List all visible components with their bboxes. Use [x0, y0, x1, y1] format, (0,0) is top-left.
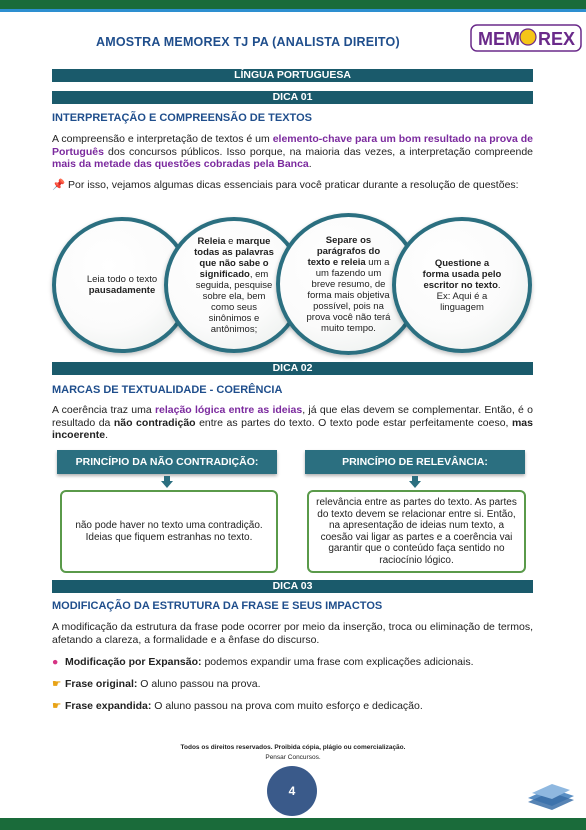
tips-circles	[52, 213, 533, 356]
tip-circle-3: Separe os parágrafos do texto e releia um a um fazendo um breve resumo, de forma mais objetiva possível, pois na prova você não terá muito tempo.	[276, 213, 421, 355]
bullet-expansion: ● Modificação por Expansão: podemos expandir uma frase com explicações adicionais.	[52, 656, 474, 668]
dica-02-band: DICA 02	[52, 362, 533, 375]
bottom-border-bar	[0, 818, 586, 830]
principle-non-contradiction-content: não pode haver no texto uma contradição. Ideias que fiquem estranhas no texto.	[60, 490, 278, 573]
stacked-books-icon	[524, 776, 578, 812]
dica-01-band: DICA 01	[52, 91, 533, 104]
page-header-title: AMOSTRA MEMOREX TJ PA (ANALISTA DIREITO)	[96, 35, 400, 49]
principle-relevance-content: relevância entre as partes do texto. As partes do texto devem se relacionar entre si. Então, na apresentação de ideias num texto, a coesão vai ligar as partes e a coerência vai garantir que o conteúdo faça sentido no raciocínio lógico.	[307, 490, 526, 573]
dica-02-title: MARCAS DE TEXTUALIDADE - COERÊNCIA	[52, 384, 283, 396]
dica-02-paragraph: A coerência traz uma relação lógica entre as ideias, já que elas devem se complementar. Então, é o resultado da não contradição entre as partes do texto. O texto pode estar perfeitamente coeso, mas incoerente.	[52, 404, 533, 441]
principle-relevance-header: PRINCÍPIO DE RELEVÂNCIA:	[305, 450, 525, 474]
pushpin-icon: 📌	[52, 179, 66, 191]
bullet-expanded-sentence: ☛ Frase expandida: O aluno passou na prova com muito esforço e dedicação.	[52, 700, 423, 712]
svg-text:MEM: MEM	[478, 29, 520, 49]
pointing-hand-icon: ☛	[52, 700, 62, 712]
principle-non-contradiction-header: PRINCÍPIO DA NÃO CONTRADIÇÃO:	[57, 450, 277, 474]
footer-brand: Pensar Concursos.	[265, 754, 321, 761]
tip-circle-4: Questione a forma usada pelo escritor no texto. Ex: Aqui é a linguagem	[392, 217, 532, 353]
arrow-down-icon	[409, 481, 421, 488]
tip-circle-2: Releia e marque todas as palavras que não sabe o significado, em seguida, pesquise sobre ela, bem como seus sinônimos e antônimos;	[164, 217, 304, 353]
dica-01-intro: 📌 Por isso, vejamos algumas dicas essenciais para você praticar durante a resolução de questões:	[52, 179, 519, 191]
top-border-bar	[0, 0, 586, 9]
subject-band: LÍNGUA PORTUGUESA	[52, 69, 533, 82]
page-number: 4	[267, 766, 317, 816]
tip-circle-1: Leia todo o texto pausadamente	[52, 217, 192, 353]
bullet-original-sentence: ☛ Frase original: O aluno passou na prova.	[52, 678, 261, 690]
arrow-down-icon	[161, 481, 173, 488]
pointing-hand-icon: ☛	[52, 678, 62, 690]
dica-01-title: INTERPRETAÇÃO E COMPREENSÃO DE TEXTOS	[52, 112, 312, 124]
pink-bullet-icon: ●	[52, 656, 59, 668]
dica-03-band: DICA 03	[52, 580, 533, 593]
memorex-logo	[470, 22, 582, 54]
dica-03-title: MODIFICAÇÃO DA ESTRUTURA DA FRASE E SEUS IMPACTOS	[52, 600, 383, 612]
svg-text:REX: REX	[538, 29, 576, 49]
dica-03-paragraph: A modificação da estrutura da frase pode ocorrer por meio da inserção, troca ou eliminação de termos, afetando a clareza, a formalidade e a ênfase do discurso.	[52, 621, 533, 646]
dica-01-paragraph: A compreensão e interpretação de textos é um elemento-chave para um bom resultado na prova de Português dos concursos públicos. Isso porque, na maioria das vezes, a interpretação compreende mais da metade das questões cobradas pela Banca.	[52, 133, 533, 170]
footer-rights: Todos os direitos reservados. Proibida cópia, plágio ou comercialização.	[180, 744, 406, 751]
